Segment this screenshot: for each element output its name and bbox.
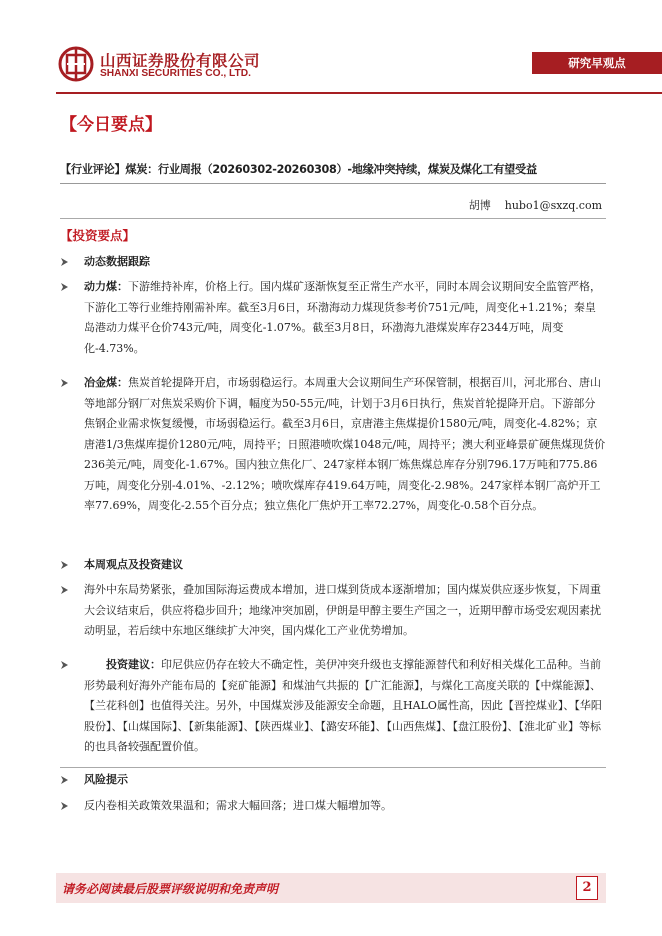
arrow-bullet-icon xyxy=(60,796,70,816)
company-logo-icon xyxy=(58,46,94,82)
headline-divider xyxy=(60,183,606,184)
subheading-risks: 风险提示 xyxy=(84,773,128,786)
page-number: 2 xyxy=(576,876,598,900)
investment-highlights-title: 【投资要点】 xyxy=(60,228,136,243)
paragraph-thermal-coal: 下游维持补库，价格上行。国内煤矿逐渐恢复至正常生产水平，同时本周会议期间安全监管严格，下游化工等行业维持刚需补库。截至3月6日，环渤海动力煤现货参考价751元/吨，周变化+1.21%；秦皇岛港动力煤平仓价743元/吨，周变化-1.07%。截至3月8日，环渤海九港煤炭库存2344万吨，周变化-4.73%。 xyxy=(84,280,601,355)
label-investment-advice: 投资建议： xyxy=(106,658,161,671)
company-name-cn: 山西证券股份有限公司 xyxy=(100,52,261,70)
paragraph-outlook: 海外中东局势紧张，叠加国际海运费成本增加，进口煤到货成本逐渐增加；国内煤炭供应逐步恢复，下周重大会议结束后，供应将稳步回升；地缘冲突加剧，伊朗是甲醇主要生产国之一，近期甲醇市场受宏观因素扰动明显，若后续中东地区继续扩大冲突，国内煤化工产业优势增加。 xyxy=(84,583,601,637)
arrow-bullet-icon xyxy=(60,555,70,575)
article-headline: 【行业评论】煤炭：行业周报（20260302-20260308）-地缘冲突持续，煤炭及煤化工有望受益 xyxy=(60,163,537,176)
arrow-bullet-icon xyxy=(60,580,70,600)
arrow-bullet-icon xyxy=(60,373,70,393)
page-footer xyxy=(56,873,606,903)
report-type-tag: 研究早观点 xyxy=(532,52,662,74)
section-title: 【今日要点】 xyxy=(60,115,162,135)
arrow-bullet-icon xyxy=(60,277,70,297)
arrow-bullet-icon xyxy=(60,770,70,790)
list-item xyxy=(60,252,606,273)
author-email[interactable]: hubo1@sxzq.com xyxy=(504,199,602,212)
company-name-en: SHANXI SECURITIES CO., LTD. xyxy=(100,68,251,79)
paragraph-risks: 反内卷相关政策效果温和；需求大幅回落；进口煤大幅增加等。 xyxy=(84,799,392,812)
list-item xyxy=(60,580,606,642)
list-item xyxy=(60,555,606,576)
author-line xyxy=(469,197,602,213)
list-item xyxy=(60,770,606,791)
arrow-bullet-icon xyxy=(60,655,70,675)
subheading-data-tracking: 动态数据跟踪 xyxy=(84,255,150,268)
list-item xyxy=(60,655,606,758)
subheading-views: 本周观点及投资建议 xyxy=(84,558,183,571)
author-name: 胡博 xyxy=(468,199,491,212)
list-item xyxy=(60,373,606,517)
page-header xyxy=(0,0,662,95)
arrow-bullet-icon xyxy=(60,252,70,272)
disclaimer-notice: 请务必阅读最后股票评级说明和免责声明 xyxy=(62,882,279,896)
header-divider xyxy=(56,92,662,94)
paragraph-coking-coal: 焦炭首轮提降开启，市场弱稳运行。本周重大会议期间生产环保管制，根据百川，河北邢台、唐山等地部分钢厂对焦炭采购价下调，幅度为50-55元/吨，计划于3月6日执行，焦炭首轮提降开启。下游部分焦钢企业需求恢复缓慢，市场弱稳运行。截至3月6日，京唐港主焦煤提价1580元/吨，周变化-4.82%；京唐港1/3焦煤库提价1280元/吨，周持平；日照港喷吹煤1048元/吨，周持平；澳大利亚峰景矿硬焦煤现货价236美元/吨，周变化-1.67%。国内独立焦化厂、247家样本钢厂炼焦煤总库存分别796.17万吨和775.86万吨，周变化分别-4.01%、-2.12%；喷吹煤库存419.64万吨，周变化-2.98%。247家样本钢厂高炉开工率77.69%，周变化-2.55个百分点；独立焦化厂焦炉开工率72.27%，周变化-0.58个百分点。 xyxy=(84,376,606,512)
label-thermal-coal: 动力煤： xyxy=(84,280,128,293)
list-item xyxy=(60,796,606,817)
paragraph-investment-advice: 印尼供应仍存在较大不确定性，美伊冲突升级也支撑能源替代和利好相关煤化工品种。当前形势最利好海外产能布局的【兖矿能源】和煤油气共振的【广汇能源】，与煤化工高度关联的【中煤能源】、【兰花科创】也值得关注。另外，中国煤炭涉及能源安全命题，且HALO属性高，因此【晋控煤业】、【华阳股份】、【山煤国际】、【新集能源】、【陕西煤业】、【潞安环能】、【山西焦煤】、【盘江股份】、【淮北矿业】等标的也具备较强配置价值。 xyxy=(84,658,602,753)
label-coking-coal: 冶金煤： xyxy=(84,376,128,389)
list-item xyxy=(60,277,606,359)
